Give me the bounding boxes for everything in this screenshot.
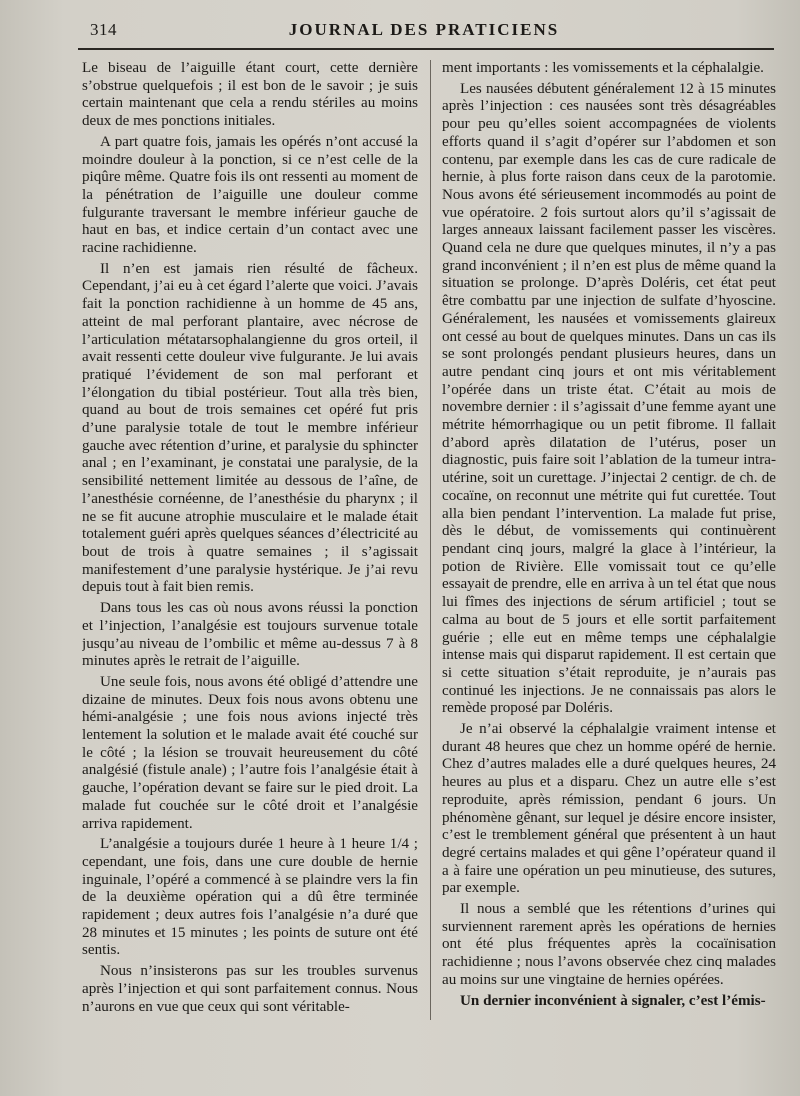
paragraph: L’analgésie a toujours durée 1 heure à 1 heure 1/4 ; cependant, une fois, dans une cure double de hernie inguinale, l’opéré a commencé à se plaindre vers la fin de la deuxième opération qui a dû être terminée rapidement ; deux autres fois l’analgésie n’a duré que 28 minutes et 15 minutes ; les points de suture ont été sentis.: [82, 836, 418, 959]
page-header: [78, 18, 770, 46]
page-number: 314: [90, 20, 117, 39]
paragraph: Je n’ai observé la céphalalgie vraiment intense et durant 48 heures que chez un homme opéré de hernie. Chez d’autres malades elle a duré quelques heures, 24 heures au plus et a disparu. Chez un autre elle s’est reproduite, après rémission, pendant 6 jours. Un phénomène gênant, sur lequel je désire encore insister, c’est le tremblement général que présentent à un haut degré certains malades et qui gêne l’opérateur quand il a à faire une opération un peu minutieuse, des sutures, par exemple.: [442, 721, 776, 897]
paragraph: A part quatre fois, jamais les opérés n’ont accusé la moindre douleur à la ponction, si ce n’est celle de la piqûre même. Quatre fois ils ont ressenti au moment de la pénétration de l’aiguille une douleur comme fulgurante traversant le membre inférieur gauche de haut en bas, et indice certain d’un contact avec une racine rachidienne.: [82, 133, 418, 257]
column-divider: [430, 60, 431, 1020]
paragraph: Les nausées débutent généralement 12 à 15 minutes après l’injection : ces nausées sont très désagréables pour peu qu’elles soient accompagnées de violents efforts quand il s’agit d’opérer sur l’abdomen et son contenu, par exemple dans les cas de cure radicale de hernie, à plus forte raison dans ceux de la parotomie. Nous avons été sérieusement incommodés au point de vue opératoire. 2 fois surtout alors qu’il s’agissait de larges anneaux laissant facilement passer les viscères. Quand cela ne dure que quelques minutes, il n’y a pas grand inconvénient ; il n’en est plus de même quand la situation se prolonge. D’après Doléris, cet état peut être combattu par une injection de sulfate d’hyoscine. Généralement, les nausées et vomissements glaireux ont cessé au bout de quelques minutes. Dans un cas ils se sont prolongés pendant plusieurs heures, dans un autre pendant cinq jours et ont mis véritablement l’opérée dans un triste état. C’était au mois de novembre dernier : il s’agissait d’une femme ayant une métrite hémorrhagique ou un petit fibrome. Il fallait d’abord après dilatation de l’utérus, poser un diagnostic, puis faire soit l’ablation de la tumeur intra-utérine, soit un curettage. J’injectai 2 centigr. de ch. de cocaïne, on reconnut une métrite qui fut curettée. Tout alla bien pendant l’intervention. La malade fut prise, dès le début, de vomissements qui continuèrent pendant cinq jours, malgré la glace à l’intérieur, la potion de Rivière. Elle vomissait tout ce qu’elle essayait de prendre, elle en arriva à un tel état que nous lui fîmes des injections de sérum artificiel ; tout se calma au bout de 5 jours et elle sortit parfaitement guérie ; elle eut en même temps une céphalalgie intense mais qui disparut rapidement. Il est certain que si cette situation s’était reproduite, je n’aurais pas continué les injections. Je ne connaissais pas alors le remède proposé par Doléris.: [442, 80, 776, 717]
paragraph: Une seule fois, nous avons été obligé d’attendre une dizaine de minutes. Deux fois nous avons obtenu une hémi-analgésie ; une fois nous avions injecté très lentement la solution et le malade avait été couché sur le côté ; la lésion se trouvait heureusement du côté analgésié (fistule anale) ; l’autre fois l’analgésie était à gauche, l’opération devant se faire sur le pied droit. La malade fut couchée sur le côté droit et l’analgésie arriva rapidement.: [82, 673, 418, 832]
right-column: [442, 60, 776, 1090]
running-title: JOURNAL DES PRATICIENS: [288, 20, 560, 39]
paragraph: Il n’en est jamais rien résulté de fâcheux. Cependant, j’ai eu à cet égard l’alerte que voici. J’avais fait la ponction rachidienne à un homme de 45 ans, atteint de mal perforant plantaire, avec nécrose de l’articulation métatarsophalangienne du gros orteil, il avait ressenti cette douleur vive fulgurante. Je lui avais pratiqué l’évidement de son mal perforant et l’élongation du tibial postérieur. Tout alla très bien, quand au bout de trois semaines cet opéré fut pris d’une paralysie totale de tout le membre inférieur gauche avec rétention d’urine, et paralysie du sphincter anal ; en l’examinant, je constatai une paralysie, de la sensibilité nettement limitée au dessous de l’aîne, de l’anesthésie cornéenne, de l’anesthésie du pharynx ; il ne se fit aucune atrophie musculaire et le malade était totalement guéri après quelques séances d’électricité au bout de trois à quatre semaines ; il s’agissait manifestement d’une paralysie hystérique. Je j’ai revu depuis tout à fait bien remis.: [82, 260, 418, 596]
header-rule: [78, 48, 774, 50]
paragraph: Dans tous les cas où nous avons réussi la ponction et l’injection, l’analgésie est toujours survenue totale jusqu’au niveau de l’ombilic et même au-dessus 7 à 8 minutes après le retrait de l’aiguille.: [82, 600, 418, 670]
left-column: [82, 60, 418, 1090]
paragraph: Il nous a semblé que les rétentions d’urines qui surviennent rarement après les opérations de hernies ont été plus fréquentes après la cocaïnisation rachidienne ; nous l’avons observée chez cinq malades au moins sur une vingtaine de hernies opérées.: [442, 901, 776, 988]
paragraph: Nous n’insisterons pas sur les troubles survenus après l’injection et qui sont parfaitement connus. Nous n’aurons en vue que ceux qui sont véritable-: [82, 963, 418, 1015]
paragraph: Un dernier inconvénient à signaler, c’est l’émis-: [460, 992, 766, 1009]
paragraph: Le biseau de l’aiguille étant court, cette dernière s’obstrue quelquefois ; il est bon de le savoir ; je suis certain maintenant que cela a rendu stériles au moins deux de mes ponctions initiales.: [82, 60, 418, 130]
paragraph: ment importants : les vomissements et la céphalalgie.: [442, 60, 764, 76]
